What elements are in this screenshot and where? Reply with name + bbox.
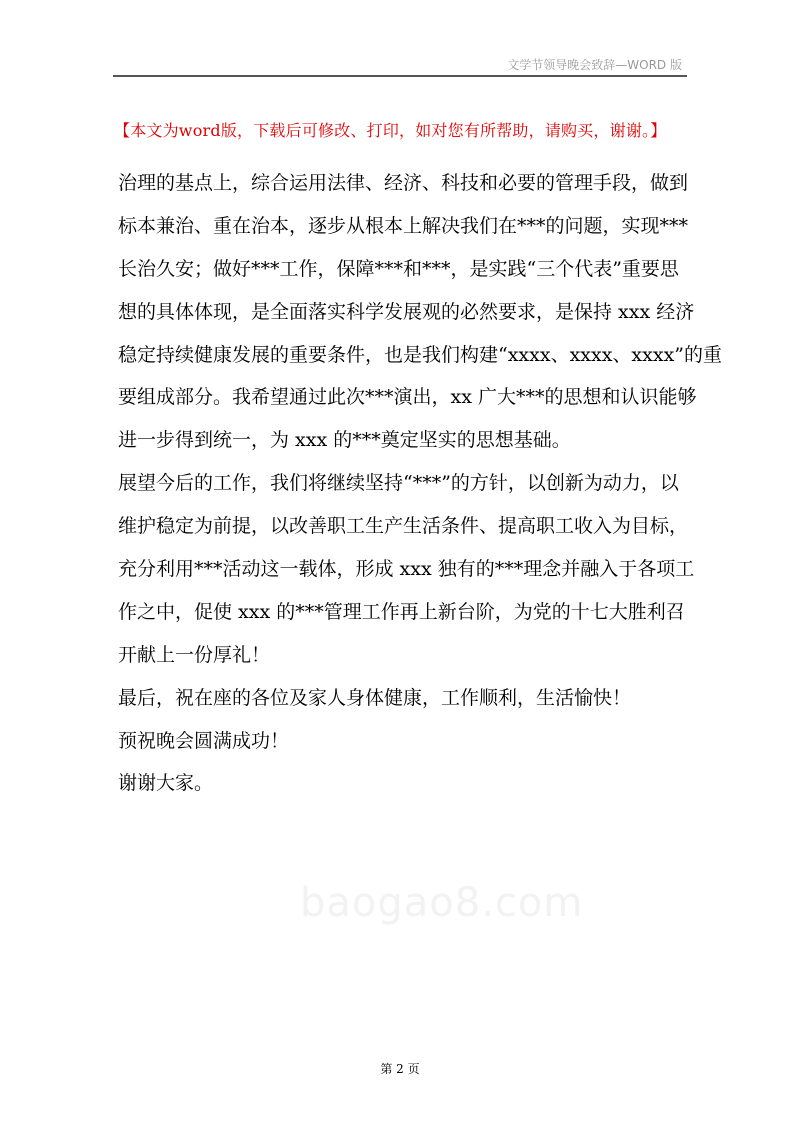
text-line: 稳定持续健康发展的重要条件，也是我们构建“xxxx、xxxx、xxxx”的重 xyxy=(118,343,723,366)
running-header: 文学节领导晚会致辞—WORD 版 xyxy=(507,58,682,72)
text-line: 充分利用***活动这一载体，形成 xxx 独有的***理念并融入于各项工 xyxy=(118,558,695,581)
text-line: 想的具体体现，是全面落实科学发展观的必然要求，是保持 xxx 经济 xyxy=(118,300,695,323)
text-line: 预祝晚会圆满成功！ xyxy=(118,729,290,752)
text-line: 最后，祝在座的各位及家人身体健康，工作顺利，生活愉快！ xyxy=(118,686,632,709)
page-number: 第 2 页 xyxy=(380,1062,420,1076)
text-line: 展望今后的工作，我们将继续坚持“***”的方针，以创新为动力，以 xyxy=(118,472,679,495)
header-rule xyxy=(113,75,687,77)
text-line: 标本兼治、重在治本，逐步从根本上解决我们在***的问题，实现*** xyxy=(118,214,689,237)
text-line: 开献上一份厚礼！ xyxy=(118,643,271,666)
text-line: 维护稳定为前提，以改善职工生产生活条件、提高职工收入为目标， xyxy=(118,515,689,538)
text-line: 要组成部分。我希望通过此次***演出，xx 广大***的思想和认识能够 xyxy=(118,386,697,409)
text-line: 谢谢大家。 xyxy=(118,772,214,795)
text-line: 进一步得到统一，为 xxx 的***奠定坚实的思想基础。 xyxy=(118,429,571,452)
purchase-notice: 【本文为word版，下载后可修改、打印，如对您有所帮助，请购买，谢谢。】 xyxy=(114,121,667,140)
text-line: 长治久安；做好***工作，保障***和***，是实践“三个代表”重要思 xyxy=(118,257,679,280)
text-line: 治理的基点上，综合运用法律、经济、科技和必要的管理手段，做到 xyxy=(118,172,689,194)
watermark: baogao8.com xyxy=(300,880,584,926)
document-body xyxy=(118,167,723,810)
text-line: 作之中，促使 xxx 的***管理工作再上新台阶，为党的十七大胜利召 xyxy=(118,600,685,623)
